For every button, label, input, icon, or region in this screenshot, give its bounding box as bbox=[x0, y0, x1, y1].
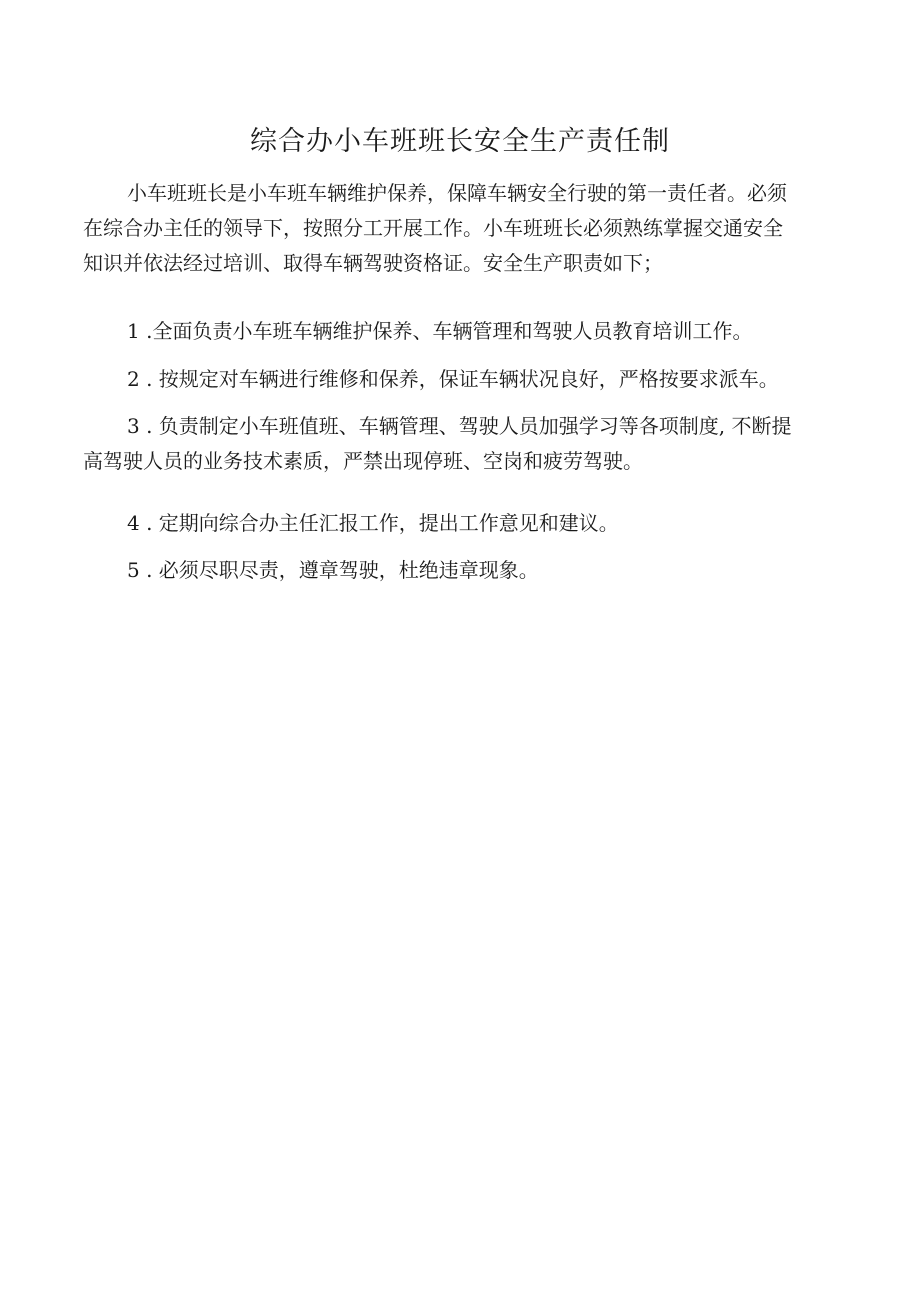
duty-item-number: 2 bbox=[127, 367, 140, 391]
duty-item-text: . 负责制定小车班值班、车辆管理、驾驶人员加强学习等各项制度, 不断提 bbox=[139, 414, 792, 438]
duty-item-text: 高驾驶人员的业务技术素质，严禁出现停班、空岗和疲劳驾驶。 bbox=[83, 449, 643, 473]
intro-line: 在综合办主任的领导下，按照分工开展工作。小车班班长必须熟练掌握交通安全 bbox=[83, 216, 783, 240]
duty-item-line bbox=[83, 553, 840, 588]
page-title: 综合办小车班班长安全生产责任制 bbox=[250, 126, 670, 157]
intro-line: 小车班班长是小车班车辆维护保养，保障车辆安全行驶的第一责任者。必须 bbox=[127, 181, 787, 205]
duty-item-text: . 按规定对车辆进行维修和保养，保证车辆状况良好，严格按要求派车。 bbox=[139, 367, 779, 391]
duty-item-text: . 定期向综合办主任汇报工作，提出工作意见和建议。 bbox=[139, 511, 619, 535]
duty-item-1 bbox=[83, 314, 840, 349]
duty-item-number: 4 bbox=[127, 511, 140, 535]
duty-item-line bbox=[83, 314, 840, 349]
duty-item-line bbox=[83, 506, 840, 541]
duty-item-2 bbox=[83, 362, 840, 397]
duty-item-3 bbox=[83, 409, 840, 479]
duty-item-4 bbox=[83, 506, 840, 541]
duty-item-number: 3 bbox=[127, 414, 140, 438]
duty-item-number: 1 bbox=[127, 319, 140, 343]
duty-item-line bbox=[83, 362, 840, 397]
duty-item-line bbox=[83, 409, 840, 444]
intro-paragraph bbox=[83, 176, 840, 281]
duty-item-5 bbox=[83, 553, 840, 588]
duty-item-number: 5 bbox=[127, 558, 140, 582]
intro-line: 知识并依法经过培训、取得车辆驾驶资格证。安全生产职责如下； bbox=[83, 251, 663, 275]
duty-item-text: . 必须尽职尽责，遵章驾驶，杜绝违章现象。 bbox=[139, 558, 539, 582]
duty-item-text: .全面负责小车班车辆维护保养、车辆管理和驾驶人员教育培训工作。 bbox=[146, 319, 753, 343]
